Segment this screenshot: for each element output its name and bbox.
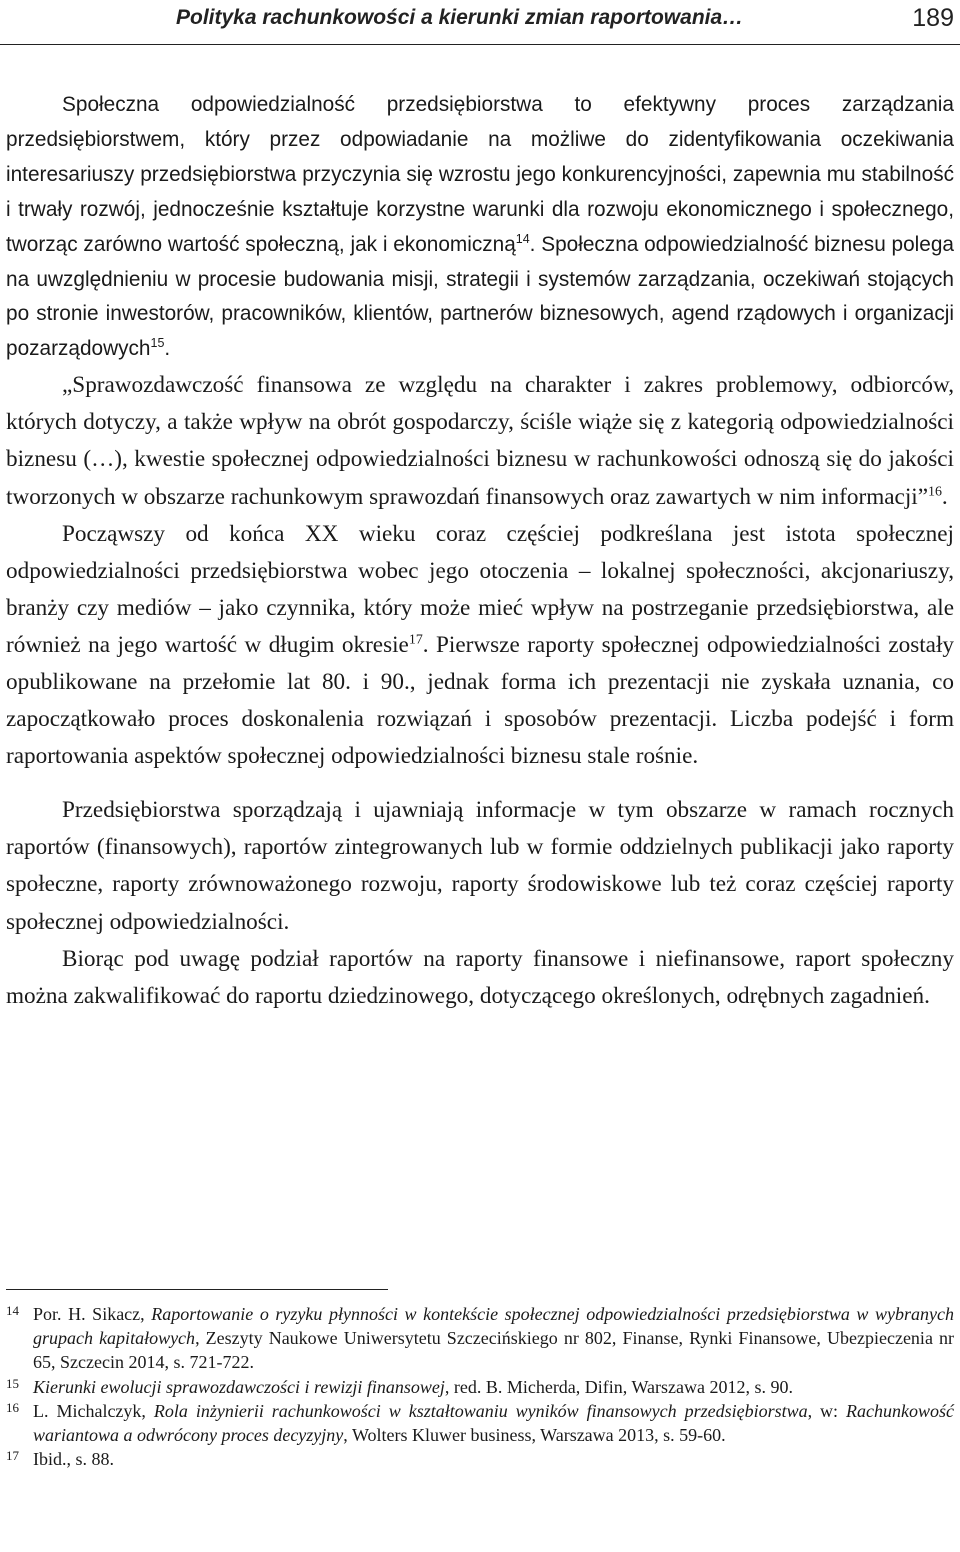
footnote-text-part: Ibid., s. 88. (33, 1449, 114, 1470)
page-number: 189 (912, 4, 954, 32)
footnote-text-part: , Wolters Kluwer business, Warszawa 2013, s. 59-60. (343, 1425, 726, 1446)
footnote-text-part: , w: (807, 1400, 847, 1421)
footnote-15 (6, 1375, 954, 1399)
footnote-ref-16[interactable]: 16 (928, 483, 942, 499)
page-header (0, 0, 960, 45)
paragraph-5: Biorąc pod uwagę podział raportów na raporty finansowe i niefinansowe, raport społeczny można zakwalifikować do raportu dziedzinowego, dotyczącego określonych, odrębnych zagadnień. (6, 945, 954, 1009)
footnote-ref-17[interactable]: 17 (408, 632, 423, 648)
footnote-number: 17 (6, 1448, 19, 1464)
footnote-title: Rachunkowość wariantowa a odwrócony proces decyzyjny (33, 1400, 954, 1446)
paragraph-text: Począwszy od końca XX wieku coraz częściej podkreślana jest istota społecznej odpowiedzialności przedsiębiorstwa wobec jego otoczenia – lokalnej społeczności, akcjonariuszy, branży czy mediów – jako czynnika, który może mieć wpływ na postrzeganie przedsiębiorstwa, ale również na jego wartość w długim okresie (6, 520, 954, 658)
paragraph-text: Społeczna odpowiedzialność przedsiębiorstwa to efektywny proces zarządzania przedsiębiorstwem, który przez odpowiadanie na możliwe do zidentyfikowania oczekiwania interesariuszy przedsiębiorstwa przyczynia się wzrostu jego konkurencyjności, zapewnia mu stabilność i trwały rozwój, jednocześnie kształtuje korzystne warunki dla rozwoju ekonomicznego i społecznego, tworząc zarówno wartość społeczną, jak i ekonomiczną (6, 93, 954, 256)
paragraph-text: . Pierwsze raporty społecznej odpowiedzialności zostały opublikowane na przełomie lat 80. i 90., jednak forma ich prezentacji nie zyskała uznania, co zapoczątkowało proces doskonalenia rozwiązań i sposobów prezentacji. Liczba podejść i form raportowania aspektów społecznej odpowiedzialności biznesu stale rośnie. (6, 631, 954, 770)
running-title: Polityka rachunkowości a kierunki zmian raportowania… (176, 6, 744, 29)
footnote-14 (6, 1302, 954, 1375)
main-text (6, 88, 954, 1015)
footnote-16 (6, 1399, 954, 1447)
footnote-text (33, 1447, 954, 1471)
footnote-number: 16 (6, 1399, 19, 1415)
paragraph-4: Przedsiębiorstwa sporządzają i ujawniają informacje w tym obszarze w ramach rocznych raportów (finansowych), raportów zintegrowanych lub w formie oddzielnych publikacji jako raporty społeczne, raporty zrównoważonego rozwoju, raporty środowiskowe lub też coraz częściej raporty społecznej odpowiedzialności. (6, 797, 954, 935)
footnote-text-part: L. Michalczyk, (33, 1400, 154, 1421)
footnote-text-part: , red. B. Micherda, Difin, Warszawa 2012, s. 90. (444, 1376, 793, 1397)
paragraph-3 (6, 516, 954, 776)
footnote-17 (6, 1447, 954, 1471)
footnote-ref-14[interactable]: 14 (515, 231, 530, 246)
footnote-number: 15 (6, 1375, 19, 1391)
footnote-text (33, 1399, 954, 1447)
footnotes (6, 1302, 954, 1471)
footnote-text (33, 1375, 954, 1399)
paragraph-text: „Sprawozdawczość finansowa ze względu na charakter i zakres problemowy, odbiorców, których dotyczy, a także wpływ na obrót gospodarczy, ściśle wiąże się z kategorią odpowiedzialności biznesu (…), kwestie społecznej odpowiedzialności biznesu w rachunkowości odnoszą się do jakości tworzonych w obszarze rachunkowym sprawozdań finansowych oraz zawartych w nim informacji” (6, 372, 954, 510)
footnote-text (33, 1302, 954, 1375)
footnote-number: 14 (6, 1303, 19, 1318)
paragraph-2 (6, 367, 954, 515)
paragraph-1 (6, 88, 954, 367)
paragraph-text: . (941, 483, 948, 510)
footnote-ref-15[interactable]: 15 (150, 336, 165, 351)
footnote-title: Kierunki ewolucji sprawozdawczości i rewizji finansowej (33, 1376, 445, 1397)
paragraph-text: . Społeczna odpowiedzialność biznesu polega na uwzględnieniu w procesie budowania misji, strategii i systemów zarządzania, oczekiwań stojących po stronie inwestorów, pracowników, klientów, partnerów biznesowych, agend rządowych i organizacji pozarządowych (6, 232, 954, 361)
footnote-text-part: Por. H. Sikacz, (33, 1304, 152, 1324)
paragraph-text: . (164, 337, 171, 361)
footnote-separator (6, 1289, 388, 1290)
footnote-text-part: , Zeszyty Naukowe Uniwersytetu Szczecińskiego nr 802, Finanse, Rynki Finansowe, Ubezpieczenia nr 65, Szczecin 2014, s. 721-722. (33, 1328, 954, 1373)
footnote-title: Raportowanie o ryzyku płynności w kontekście społecznej odpowiedzialności przedsiębiorstwa w wybranych grupach kapitałowych (33, 1304, 954, 1349)
footnote-title: Rola inżynierii rachunkowości w kształtowaniu wyników finansowych przedsiębiorstwa (153, 1400, 808, 1421)
